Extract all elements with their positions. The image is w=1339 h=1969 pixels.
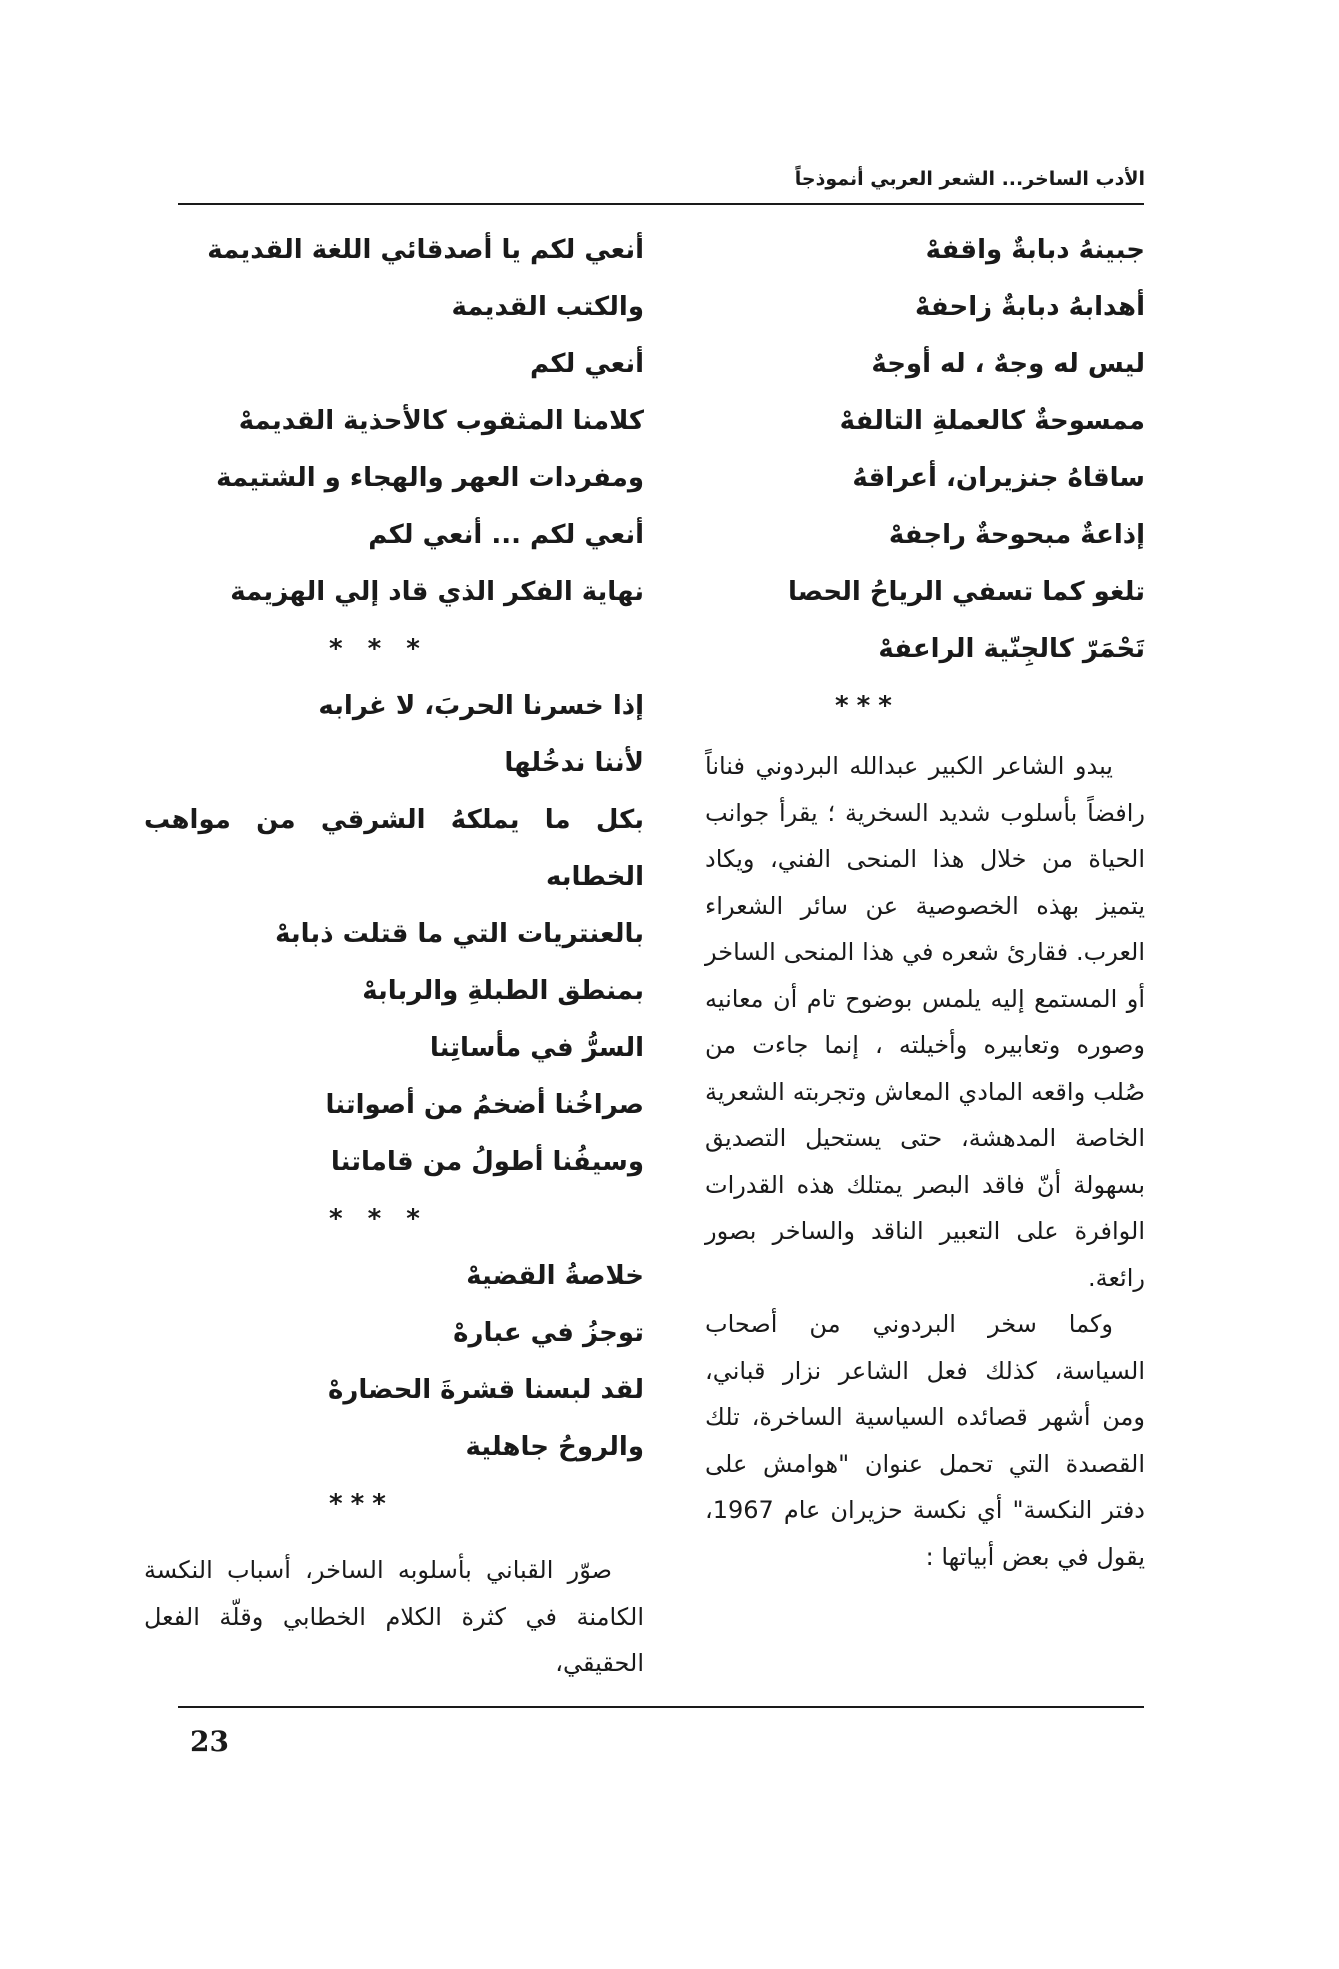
footer-rule xyxy=(178,1706,1144,1708)
section-separator: * * * xyxy=(329,634,428,664)
running-header: الأدب الساخر... الشعر العربي أنموذجاً xyxy=(794,168,1145,190)
body-paragraph: يبدو الشاعر الكبير عبدالله البردوني فناناً رافضاً بأسلوب شديد السخرية ؛ يقرأ جوانب الحياة من خلال هذا المنحى الفني، ويكاد يتميز بهذه الخصوصية عن سائر الشعراء العرب. فقارئ شعره في هذا المنحى الساخر أو المستمع إليه يلمس بوضوح تام أن معانيه وصوره وتعابيره وأخيلته ، إنما جاءت من صُلب واقعه المادي المعاش وتجربته الشعرية الخاصة المدهشة، حتى يستحيل التصديق بسهولة أنّ فاقد البصر يمتلك هذه القدرات الوافرة على التعبير الناقد والساخر بصور رائعة. xyxy=(705,752,1145,1292)
verse-line: أهدابهُ دبابةٌ زاحفهْ xyxy=(914,292,1145,322)
verse-line: إذاعةٌ مبحوحةٌ راجفهْ xyxy=(888,520,1145,550)
verse-line: توجزُ في عبارهْ xyxy=(453,1318,644,1348)
verse-line: لأننا ندخُلها xyxy=(504,748,644,778)
verse-line: جبينهُ دبابةٌ واقفهْ xyxy=(925,235,1145,265)
left-column xyxy=(144,222,644,1687)
verse-line: وسيفُنا أطولُ من قاماتنا xyxy=(330,1147,644,1177)
verse-line: كلامنا المثقوب كالأحذية القديمهْ xyxy=(238,406,644,436)
verse-line: بمنطق الطبلةِ والربابهْ xyxy=(362,976,644,1006)
section-separator: *** xyxy=(835,691,900,721)
right-column xyxy=(705,222,1145,1580)
verse-line: خلاصةُ القضيهْ xyxy=(466,1261,644,1291)
verse-line: السرُّ في مأساتِنا xyxy=(429,1033,644,1063)
section-separator: * * * xyxy=(329,1204,428,1234)
verse-line: صراخُنا أضخمُ من أصواتنا xyxy=(325,1090,644,1120)
verse-line: أنعي لكم xyxy=(530,349,644,379)
verse-line-wrapped: بكل ما يملكهُ الشرقي من مواهب الخطابه xyxy=(144,805,644,892)
verse-line: والكتب القديمة xyxy=(451,292,644,322)
body-paragraph: وكما سخر البردوني من أصحاب السياسة، كذلك فعل الشاعر نزار قباني، ومن أشهر قصائده السياسية الساخرة، تلك القصىدة التي تحمل عنوان "هوامش على دفتر النكسة" أي نكسة حزيران عام 1967، يقول في بعض أبياتها : xyxy=(705,1310,1145,1571)
verse-line: ساقاهُ جنزيران، أعراقهُ xyxy=(852,463,1145,493)
verse-line: لقد لبسنا قشرةَ الحضارهْ xyxy=(328,1375,644,1405)
verse-line: ومفردات العهر والهجاء و الشتيمة xyxy=(216,463,644,493)
verse-line: بالعنتريات التي ما قتلت ذبابهْ xyxy=(275,919,644,949)
verse-line: إذا خسرنا الحربَ، لا غرابه xyxy=(318,691,644,721)
verse-line: أنعي لكم ... أنعي لكم xyxy=(368,520,644,550)
section-separator: *** xyxy=(329,1489,394,1519)
body-paragraph: صوّر القباني بأسلوبه الساخر، أسباب النكسة الكامنة في كثرة الكلام الخطابي وقلّة الفعل الحقيقي، xyxy=(144,1556,644,1677)
header-rule xyxy=(178,203,1144,205)
page-number: 23 xyxy=(190,1725,229,1758)
verse-line: تَحْمَرّ كالجِنّية الراعفهْ xyxy=(878,634,1145,664)
verse-line: تلغو كما تسفي الرياحُ الحصا xyxy=(787,577,1145,607)
verse-line: والروحُ جاهلية xyxy=(465,1432,644,1462)
verse-line: أنعي لكم يا أصدقائي اللغة القديمة xyxy=(207,235,644,265)
verse-line: ليس له وجهٌ ، له أوجهٌ xyxy=(871,349,1145,379)
verse-line: ممسوحةٌ كالعملةِ التالفهْ xyxy=(839,406,1145,436)
verse-line: نهاية الفكر الذي قاد إلي الهزيمة xyxy=(230,577,644,607)
